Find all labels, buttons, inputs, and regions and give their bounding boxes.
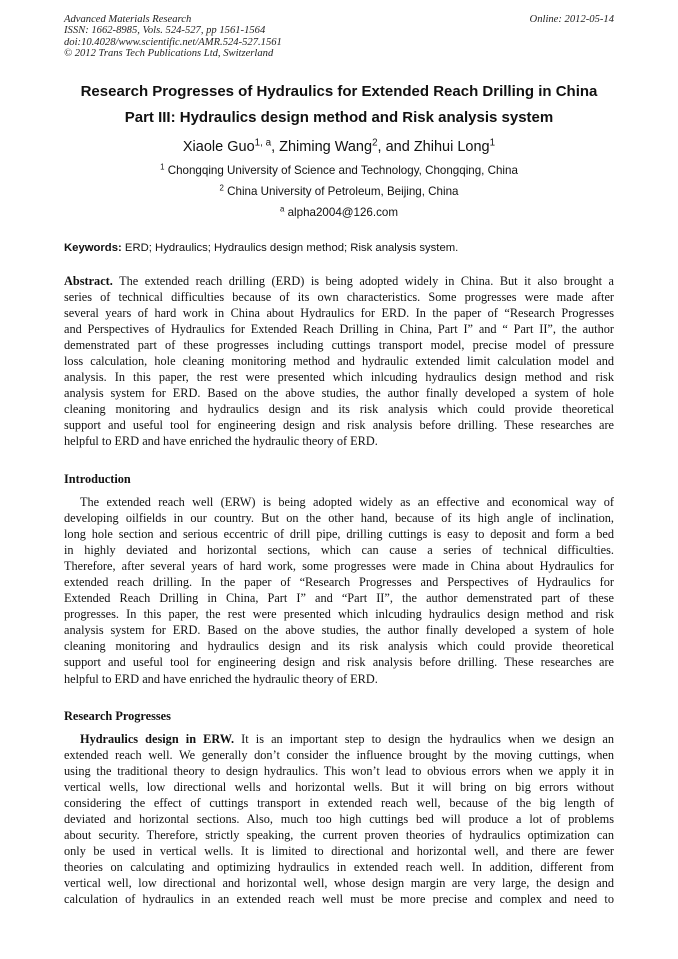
author-list [40,139,638,155]
research-line: extended reach well. We generally don’t consider the influence brought by the moving cuttings, when [64,748,614,763]
abstract-line: loss calculation, hole cleaning monitoring method and hydraulic extended limit calculation model and [64,354,614,369]
online-date: Online: 2012-05-14 [529,14,614,25]
research-line: deviated and horizontal sections. Also, much too high cuttings bed will produce a lot of problems [64,812,614,827]
author-3: , and Zhihui Long [377,139,490,155]
introduction-line: Extended Reach Drilling in China, Part I” and “Part II”, the author demenstrated part of these [64,591,614,606]
copyright-line: © 2012 Trans Tech Publications Ltd, Switzerland [64,48,274,60]
abstract-line: Abstract. The extended reach drilling (ERD) is being adopted widely in China. But it also brought a [64,274,614,288]
introduction-line: Therefore, after several years of hard work, some progresses were made in China about Hydraulics for [64,559,614,574]
introduction-line: helpful to ERD and have enriched the hydraulic theory of ERD. [64,671,378,686]
affiliation-2-mark: 2 [219,183,224,193]
journal-header [64,14,282,60]
abstract-line: analysis. In this paper, the rest were presented which inlcuding hydraulics design method and risk [64,370,614,385]
keywords-label: Keywords: [64,242,122,254]
affiliation-2 [40,185,638,198]
abstract-line: and Perspectives of Hydraulics for Extended Reach Drilling in China, Part I” and “ Part II”, the author [64,322,614,337]
abstract-line: support and useful tool for engineering design and risk analysis before drilling. These researches are [64,418,614,433]
research-line: considering the effect of cuttings transport in extended reach well, because of the big length of [64,796,614,811]
introduction-heading: Introduction [64,472,131,486]
introduction-line: The extended reach well (ERW) is being adopted widely as an effective and economical way of [80,495,614,509]
email-mark: a [279,204,285,214]
author-1: Xiaole Guo [182,139,255,155]
research-line: calculation of hydraulics in an extended reach well must be more precise and complex and need to [64,892,614,907]
abstract-line: analysis system for ERD. Based on the above studies, the author finally developed a system of hole [64,386,614,401]
abstract-paragraph [64,273,614,450]
keywords-line [64,242,614,254]
affiliation-1-mark: 1 [160,162,165,172]
abstract-line: demenstrated part of these progresses including cuttings transport model, precise model of pressure [64,338,614,353]
doi-line: doi:10.4028/www.scientific.net/AMR.524-527.1561 [64,36,282,48]
journal-name: Advanced Materials Research [64,14,192,25]
author-2-affil-mark: 2 [372,137,378,149]
research-line: theories on calculating and optimizing hydraulics in extended reach well. In addition, different from [64,860,614,875]
research-line: about security. Therefore, strictly speaking, the current proven theories of hydraulics optimization can [64,828,614,843]
abstract-label: Abstract. [64,274,113,288]
abstract-line: series of technical difficulties because of its own characteristics. Some progresses were made after [64,290,614,305]
author-1-affil-mark: 1, a [254,137,272,149]
author-2: , Zhiming Wang [271,139,373,155]
introduction-line: cleaning monitoring and hydraulics design and its risk analysis which could provide theoretical [64,639,614,654]
introduction-line: long hole section and serious eccentric of drill pipe, drilling cuttings is easy to deposit and form a bed [64,527,614,542]
paper-title-line-2: Part III: Hydraulics design method and Risk analysis system [124,109,554,126]
introduction-line: support and useful tool for engineering design and risk analysis before drilling. These researches are [64,655,614,670]
issn-line: ISSN: 1662-8985, Vols. 524-527, pp 1561-1564 [64,25,266,37]
author-3-affil-mark: 1 [489,137,496,149]
email-link[interactable]: alpha2004@126.com [287,206,399,219]
paper-title-line-1: Research Progresses of Hydraulics for Extended Reach Drilling in China [80,83,598,100]
introduction-paragraph [64,494,614,687]
affiliation-2-text: China University of Petroleum, Beijing, China [227,185,459,198]
research-progresses-heading: Research Progresses [64,709,171,723]
research-line: vertical well, low directional and horizontal well, whose design margin are very large, the design and [64,876,614,891]
research-paragraph [64,731,614,908]
abstract-line: cleaning monitoring and hydraulics design and its risk analysis which could provide theoretical [64,402,614,417]
introduction-line: extended reach drilling. In the paper of “Research Progresses and Perspectives of Hydraulics for [64,575,614,590]
abstract-line: helpful to ERD and have enriched the hydraulic theory of ERD. [64,434,378,449]
research-line: Hydraulics design in ERW. It is an important step to design the hydraulics when we design an [80,732,614,746]
introduction-line: progresses. In this paper, the rest were presented which inlcuding hydraulics design method and risk [64,607,614,622]
email-line [40,206,638,219]
research-line: vertical wells, low directional wells and horizontal wells. But it will bring on big errors without [64,780,614,795]
research-line: only be used in vertical wells. It is limited to directional and horizontal well, and there are fewer [64,844,614,859]
affiliation-1-text: Chongqing University of Science and Technology, Chongqing, China [167,164,518,177]
affiliation-1 [40,164,638,177]
abstract-line: several years of hard work in China about Hydraulics for ERD. In the paper of “Research Progresses [64,306,614,321]
research-line: using the traditional theory to design hydraulics. This won’t lead to obvious errors when we apply it in [64,764,614,779]
introduction-line: developing oilfields in our country. But on the other hand, because of its high angle of inclination, [64,511,614,526]
introduction-line: in highly deviated and horizontal sections, which can cause a series of technical difficulties. [64,543,614,558]
introduction-line: analysis system for ERD. Based on the above studies, the author finally developed a system of hole [64,623,614,638]
research-lead: Hydraulics design in ERW. [80,732,235,746]
keywords-text: ERD; Hydraulics; Hydraulics design method; Risk analysis system. [124,242,459,254]
